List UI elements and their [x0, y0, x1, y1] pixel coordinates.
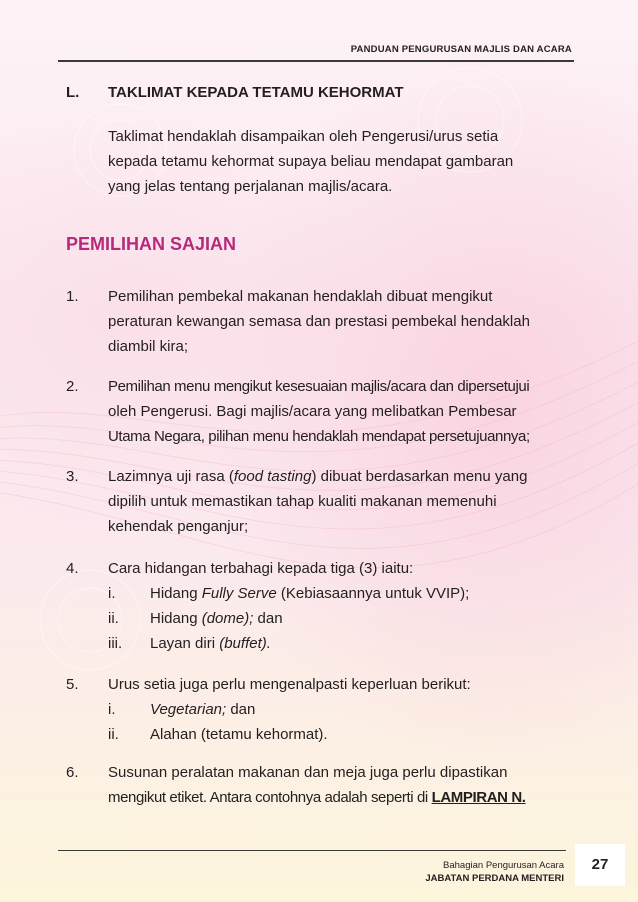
sub-item [108, 697, 588, 722]
italic-term: Fully Serve [201, 585, 277, 602]
item-number: 4. [66, 560, 79, 577]
list-item-3 [66, 464, 588, 539]
item-line [108, 464, 588, 489]
italic-term: food tasting [233, 468, 312, 485]
item-line: Utama Negara, pilihan menu hendaklah mendapat persetujuannya; [108, 428, 530, 445]
text-run: . [521, 789, 526, 806]
text-run: ) dibuat berdasarkan menu yang [311, 468, 528, 485]
sub-item-text [150, 697, 255, 722]
item-line: peraturan kewangan semasa dan prestasi pembekal hendaklah [108, 313, 530, 330]
sub-item [108, 631, 588, 656]
header-divider [58, 60, 574, 62]
text-run: Hidang [150, 585, 202, 602]
text-run: Hidang [150, 610, 202, 627]
sub-item [108, 581, 588, 606]
text-run: Alahan (tetamu kehormat). [150, 726, 328, 743]
list-item-2 [66, 374, 588, 449]
sub-item-text [150, 606, 283, 631]
sub-item [108, 722, 588, 747]
text-run: dan [253, 610, 283, 627]
italic-term: (dome); [201, 610, 254, 627]
section-l-paragraph [108, 124, 588, 199]
text-run: mengikut etiket. Antara contohnya adalah seperti di [108, 789, 432, 806]
page-header-title: PANDUAN PENGURUSAN MAJLIS DAN ACARA [350, 44, 572, 55]
text-run: dan [226, 701, 256, 718]
item-line [108, 785, 588, 810]
item-line: Pemilihan pembekal makanan hendaklah dibuat mengikut [108, 288, 493, 305]
item-line: Susunan peralatan makanan dan meja juga perlu dipastikan [108, 764, 508, 781]
item-number: 1. [66, 288, 79, 305]
lampiran-n-link[interactable]: LAMPIRAN N [431, 789, 522, 806]
sub-item-text [150, 631, 271, 656]
footer-divider [58, 850, 566, 851]
text-run: Layan diri [150, 635, 220, 652]
item-number: 2. [66, 378, 79, 395]
item-line: diambil kira; [108, 338, 189, 355]
paragraph-line: yang jelas tentang perjalanan majlis/acara. [108, 178, 393, 195]
section-letter: L. [66, 84, 80, 101]
sub-item-marker: ii. [108, 726, 119, 743]
sub-item-marker: i. [108, 701, 116, 718]
italic-term: Vegetarian; [150, 701, 227, 718]
item-line: Urus setia juga perlu mengenalpasti keperluan berikut: [108, 676, 471, 693]
item-line: dipilih untuk memastikan tahap kualiti makanan memenuhi [108, 493, 497, 510]
sub-item [108, 606, 588, 631]
sub-item-marker: i. [108, 585, 116, 602]
sub-item-text [150, 581, 469, 606]
paragraph-line: Taklimat hendaklah disampaikan oleh Pengerusi/urus setia [108, 128, 499, 145]
footer-ministry: JABATAN PERDANA MENTERI [425, 873, 564, 884]
list-item-1 [66, 284, 588, 359]
item-number: 6. [66, 764, 79, 781]
section-heading-text: TAKLIMAT KEPADA TETAMU KEHORMAT [108, 84, 404, 101]
item-line: Cara hidangan terbahagi kepada tiga (3) iaitu: [108, 560, 414, 577]
list-item-6 [66, 760, 588, 810]
item-line: Pemilihan menu mengikut kesesuaian majlis/acara dan dipersetujui [108, 378, 530, 395]
item-line: kehendak penganjur; [108, 518, 249, 535]
page-number: 27 [575, 844, 625, 886]
list-item-5 [66, 672, 588, 747]
sub-item-marker: iii. [108, 635, 123, 652]
pemilihan-sajian-title: PEMILIHAN SAJIAN [66, 234, 237, 254]
sub-item-marker: ii. [108, 610, 119, 627]
item-line: oleh Pengerusi. Bagi majlis/acara yang melibatkan Pembesar [108, 403, 517, 420]
item-number: 3. [66, 468, 79, 485]
paragraph-line: kepada tetamu kehormat supaya beliau mendapat gambaran [108, 153, 514, 170]
footer-department: Bahagian Pengurusan Acara [443, 860, 564, 871]
italic-term: (buffet). [219, 635, 271, 652]
list-item-4 [66, 556, 588, 656]
text-run: (Kebiasaannya untuk VVIP); [276, 585, 470, 602]
item-number: 5. [66, 676, 79, 693]
section-l-heading [66, 84, 404, 101]
footer-text [425, 859, 564, 885]
sub-item-text [150, 722, 328, 747]
text-run: Lazimnya uji rasa ( [108, 468, 234, 485]
